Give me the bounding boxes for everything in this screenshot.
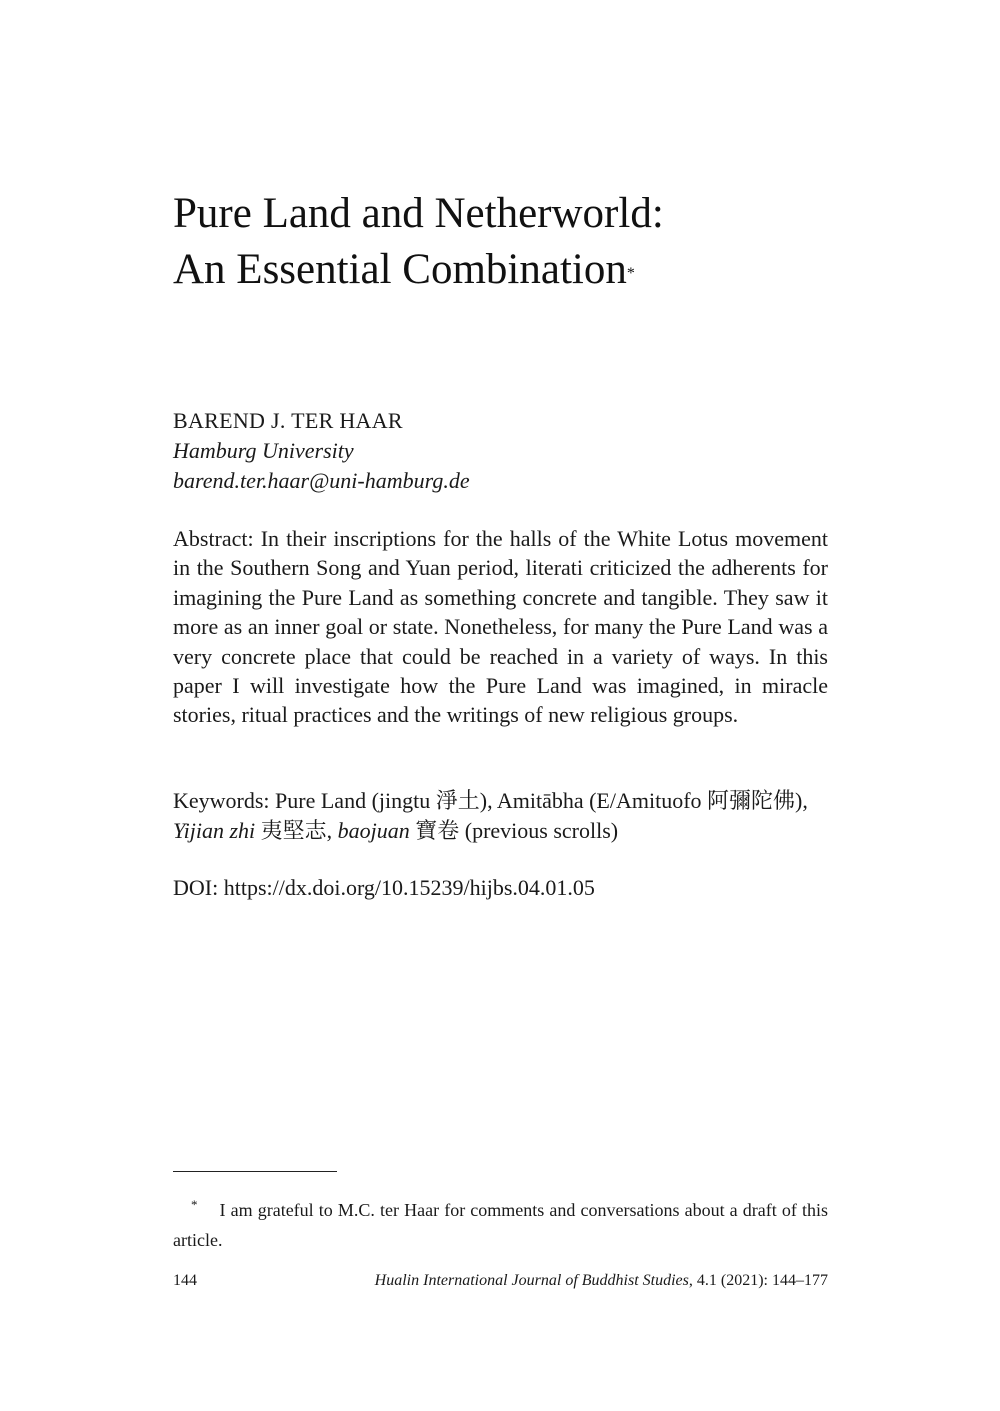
- author-name: BAREND J. TER HAAR: [173, 408, 403, 433]
- doi-link[interactable]: https://dx.doi.org/10.15239/hijbs.04.01.05: [223, 875, 595, 900]
- author-affiliation: Hamburg University: [173, 438, 354, 463]
- author-block: [173, 406, 828, 496]
- abstract: [173, 524, 828, 730]
- keywords-part-1: Pure Land (jingtu 淨土), Amitābha (E/Amituofo 阿彌陀佛),: [275, 788, 808, 813]
- title-line-1: Pure Land and Netherworld:: [173, 190, 664, 237]
- footnote-mark: *: [191, 1197, 198, 1212]
- footnote: [173, 1196, 828, 1254]
- keywords-term-2: baojuan: [337, 818, 410, 843]
- keywords: [173, 786, 828, 846]
- journal-citation: [375, 1269, 828, 1293]
- keywords-part-2: 夷堅志,: [255, 818, 338, 843]
- title-line-2: An Essential Combination: [173, 246, 627, 293]
- footnote-text: I am grateful to M.C. ter Haar for comments and conversations about a draft of this article.: [173, 1200, 828, 1250]
- page-number: 144: [173, 1272, 197, 1289]
- abstract-text: In their inscriptions for the halls of the White Lotus movement in the Southern Song and Yuan period, literati criticized the adherents for imagining the Pure Land as something concrete and tangible. They saw it more as an inner goal or state. Nonetheless, for many the Pure Land was a very concrete place that could be reached in a variety of ways. In this paper I will investigate how the Pure Land was imagined, in miracle stories, ritual practices and the writings of new religious groups.: [173, 526, 828, 728]
- keywords-term-1: Yijian zhi: [173, 818, 256, 843]
- keywords-label: Keywords:: [173, 788, 270, 813]
- footnote-divider: [173, 1171, 337, 1172]
- journal-name: Hualin International Journal of Buddhist Studies: [374, 1272, 689, 1289]
- title-footnote-mark: *: [626, 265, 635, 282]
- doi: [173, 873, 828, 903]
- article-title: [173, 186, 833, 298]
- journal-citation-details: , 4.1 (2021): 144–177: [688, 1272, 828, 1289]
- doi-label: DOI:: [173, 875, 219, 900]
- author-email: barend.ter.haar@uni-hamburg.de: [173, 468, 470, 493]
- keywords-part-3: 寶卷 (previous scrolls): [409, 818, 619, 843]
- abstract-label: Abstract:: [173, 526, 254, 551]
- page-folio: [173, 1269, 828, 1293]
